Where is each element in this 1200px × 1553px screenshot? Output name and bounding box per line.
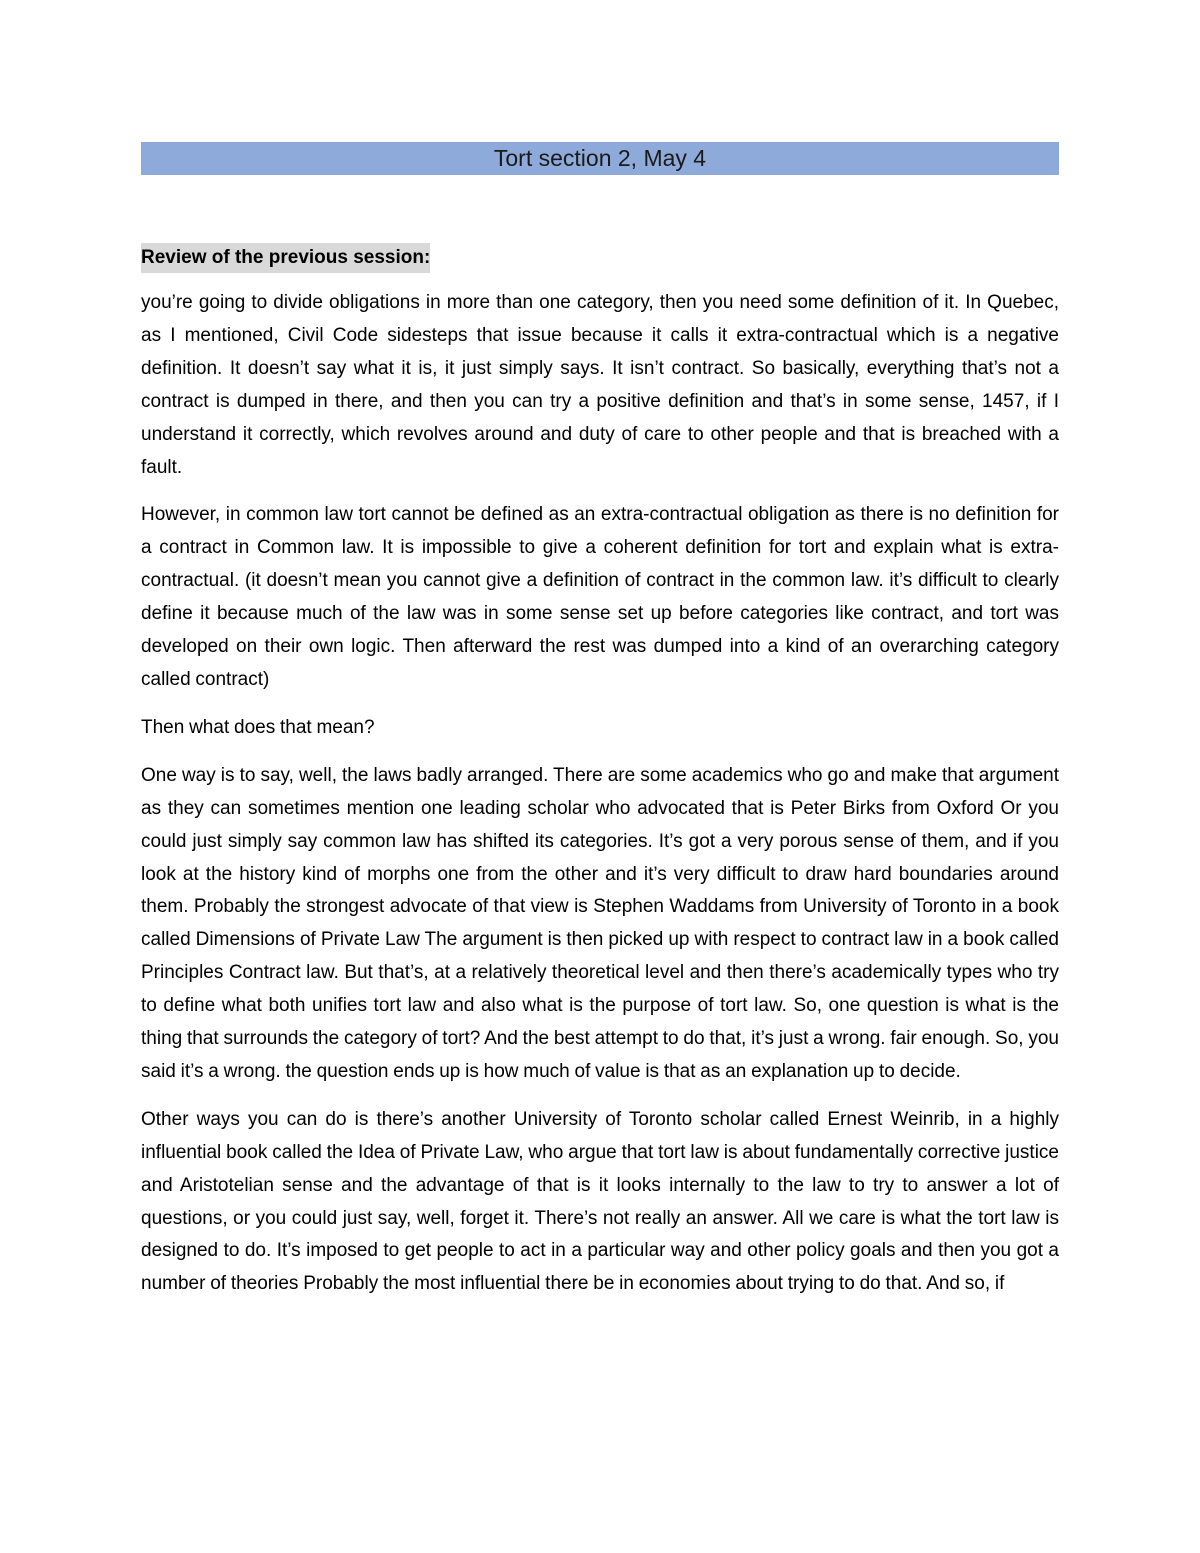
paragraph-common-law: However, in common law tort cannot be defined as an extra-contractual obligation as there is no definition for a contract in Common law. It is impossible to give a coherent definition for tort and explain what is extra-contractual. (it doesn’t mean you cannot give a definition of contract in the common law. it’s difficult to clearly define it because much of the law was in some sense set up before categories like contract, and tort was developed on their own logic. Then afterward the rest was dumped into a kind of an overarching category called contract)	[141, 504, 1059, 690]
paragraph-definition: you’re going to divide obligations in more than one category, then you need some definition of it. In Quebec, as I mentioned, Civil Code sidesteps that issue because it calls it extra-contractual which is a negative definition. It doesn’t say what it is, it just simply says. It isn’t contract. So basically, everything that’s not a contract is dumped in there, and then you can try a positive definition and that’s in some sense, 1457, if I understand it correctly, which revolves around and duty of care to other people and that is breached with a fault.	[141, 292, 1059, 478]
document-title: Tort section 2, May 4	[141, 142, 1059, 175]
paragraph-weinrib: Other ways you can do is there’s another University of Toronto scholar called Ernest Weinrib, in a highly influential book called the Idea of Private Law, who argue that tort law is about fundamentally corrective justice and Aristotelian sense and the advantage of that is it looks internally to the law to try to answer a lot of questions, or you could just say, well, forget it. There’s not really an answer. All we care is what the tort law is designed to do. It’s imposed to get people to act in a particular way and other policy goals and then you got a number of theories Probably the most influential there be in economies about trying to do that. And so, if	[141, 1108, 1059, 1295]
document-body	[141, 243, 1059, 1316]
paragraph-academics: One way is to say, well, the laws badly arranged. There are some academics who go and make that argument as they can sometimes mention one leading scholar who advocated that is Peter Birks from Oxford Or you could just simply say common law has shifted its categories. It’s got a very porous sense of them, and if you look at the history kind of morphs one from the other and it’s very difficult to draw hard boundaries around them. Probably the strongest advocate of that view is Stephen Waddams from University of Toronto in a book called Dimensions of Private Law The argument is then picked up with respect to contract law in a book called Principles Contract law. But that’s, at a relatively theoretical level and then there’s academically types who try to define what both unifies tort law and also what is the purpose of tort law. So, one question is what is the thing that surrounds the category of tort? And the best attempt to do that, it’s just a wrong. fair enough. So, you said it’s a wrong. the question ends up is how much of value is that as an explanation up to decide.	[141, 764, 1059, 1082]
section-heading: Review of the previous session:	[141, 243, 430, 273]
paragraph-question: Then what does that mean?	[141, 716, 375, 738]
